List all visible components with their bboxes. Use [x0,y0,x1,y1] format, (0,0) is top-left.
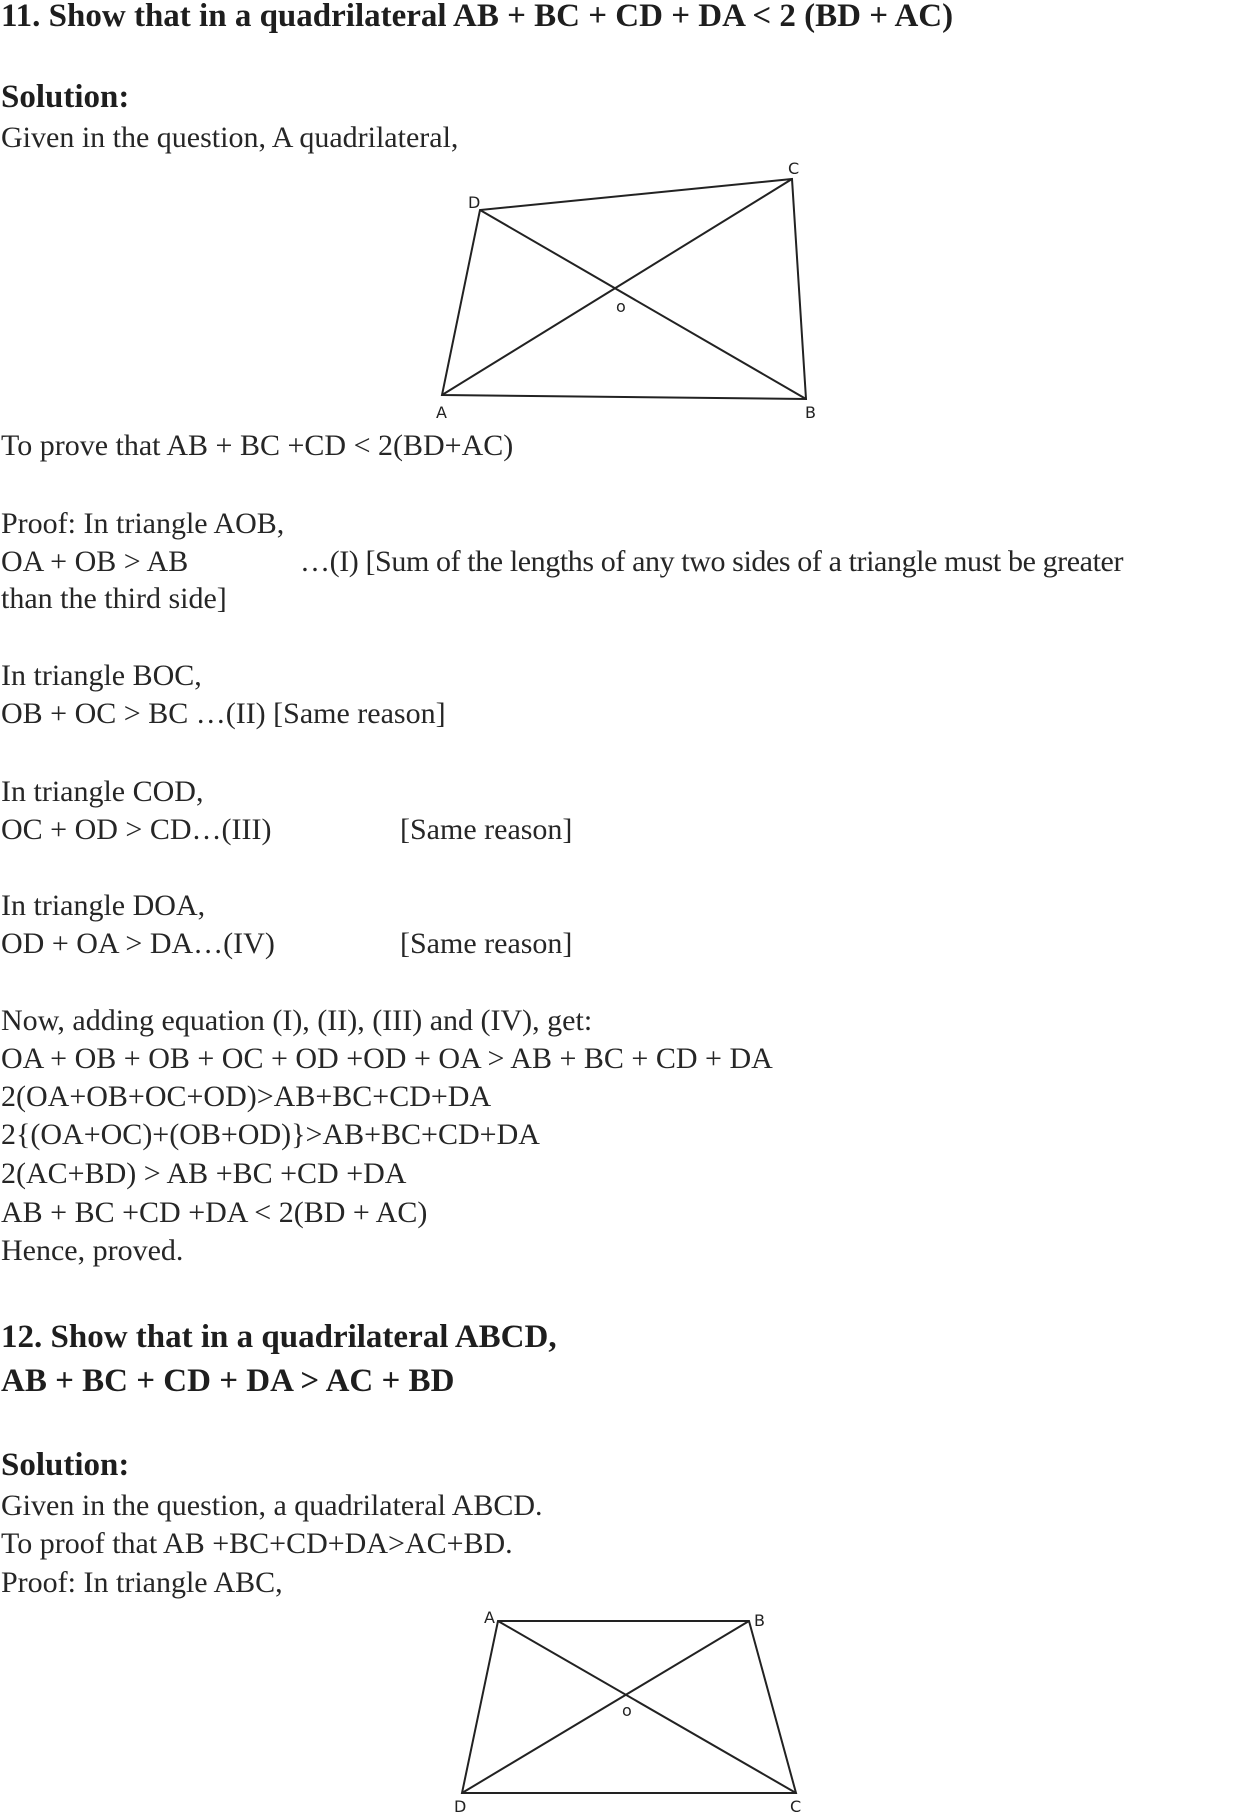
adding-text: Now, adding equation (I), (II), (III) and (IV), get: [1,1004,593,1037]
diagonal-ac [442,179,792,395]
step-1: OA + OB + OB + OC + OD +OD + OA > AB + BC + CD + DA [1,1042,773,1075]
question-12-title-line-2: AB + BC + CD + DA > AC + BD [1,1363,455,1399]
proof-intro-2: Proof: In triangle ABC, [1,1566,283,1599]
step-2: 2(OA+OB+OC+OD)>AB+BC+CD+DA [1,1080,492,1113]
vertex-label-c-2: C [790,1797,802,1813]
vertex-label-d-2: D [454,1797,467,1813]
equation-4-left: OD + OA > DA…(IV) [1,927,275,960]
solution-heading: Solution: [1,79,130,115]
equation-1-reason: …(I) [Sum of the lengths of any two sides of a triangle must be greater [300,545,1124,578]
equation-2: OB + OC > BC …(II) [Same reason] [1,697,446,730]
diagonal-bd-2 [462,1621,749,1793]
equation-1-left: OA + OB > AB [1,545,189,578]
equation-3-left: OC + OD > CD…(III) [1,813,272,846]
triangle-doa-text: In triangle DOA, [1,889,206,922]
intersection-label-o: o [616,297,626,316]
equation-1-continued: than the third side] [1,582,227,615]
vertex-label-a: A [436,403,447,422]
given-text-2: Given in the question, a quadrilateral ABCD. [1,1489,543,1522]
step-4: 2(AC+BD) > AB +BC +CD +DA [1,1157,407,1190]
triangle-boc-text: In triangle BOC, [1,659,202,692]
triangle-cod-text: In triangle COD, [1,775,204,808]
equation-4-reason: [Same reason] [400,927,573,960]
step-5: AB + BC +CD +DA < 2(BD + AC) [1,1196,428,1229]
given-text: Given in the question, A quadrilateral, [1,121,459,154]
solution-heading-2: Solution: [1,1447,130,1483]
vertex-label-d: D [468,193,481,212]
intersection-label-o-2: o [622,1701,632,1720]
equation-3-reason: [Same reason] [400,813,573,846]
quadrilateral-outline [442,179,806,399]
conclusion-text: Hence, proved. [1,1234,184,1267]
step-3: 2{(OA+OC)+(OB+OD)}>AB+BC+CD+DA [1,1118,540,1151]
vertex-label-b: B [805,403,816,422]
diagonal-bd [480,210,806,399]
question-11-title: 11. Show that in a quadrilateral AB + BC + CD + DA < 2 (BD + AC) [1,0,954,34]
question-12-title-line-1: 12. Show that in a quadrilateral ABCD, [1,1319,557,1355]
vertex-label-a-2: A [484,1608,495,1627]
diagonal-ac-2 [498,1621,796,1793]
vertex-label-b-2: B [754,1611,765,1630]
vertex-label-c: C [788,159,800,178]
to-prove-text: To prove that AB + BC +CD < 2(BD+AC) [1,429,514,462]
proof-intro: Proof: In triangle AOB, [1,507,285,540]
to-proof-text: To proof that AB +BC+CD+DA>AC+BD. [1,1527,513,1560]
